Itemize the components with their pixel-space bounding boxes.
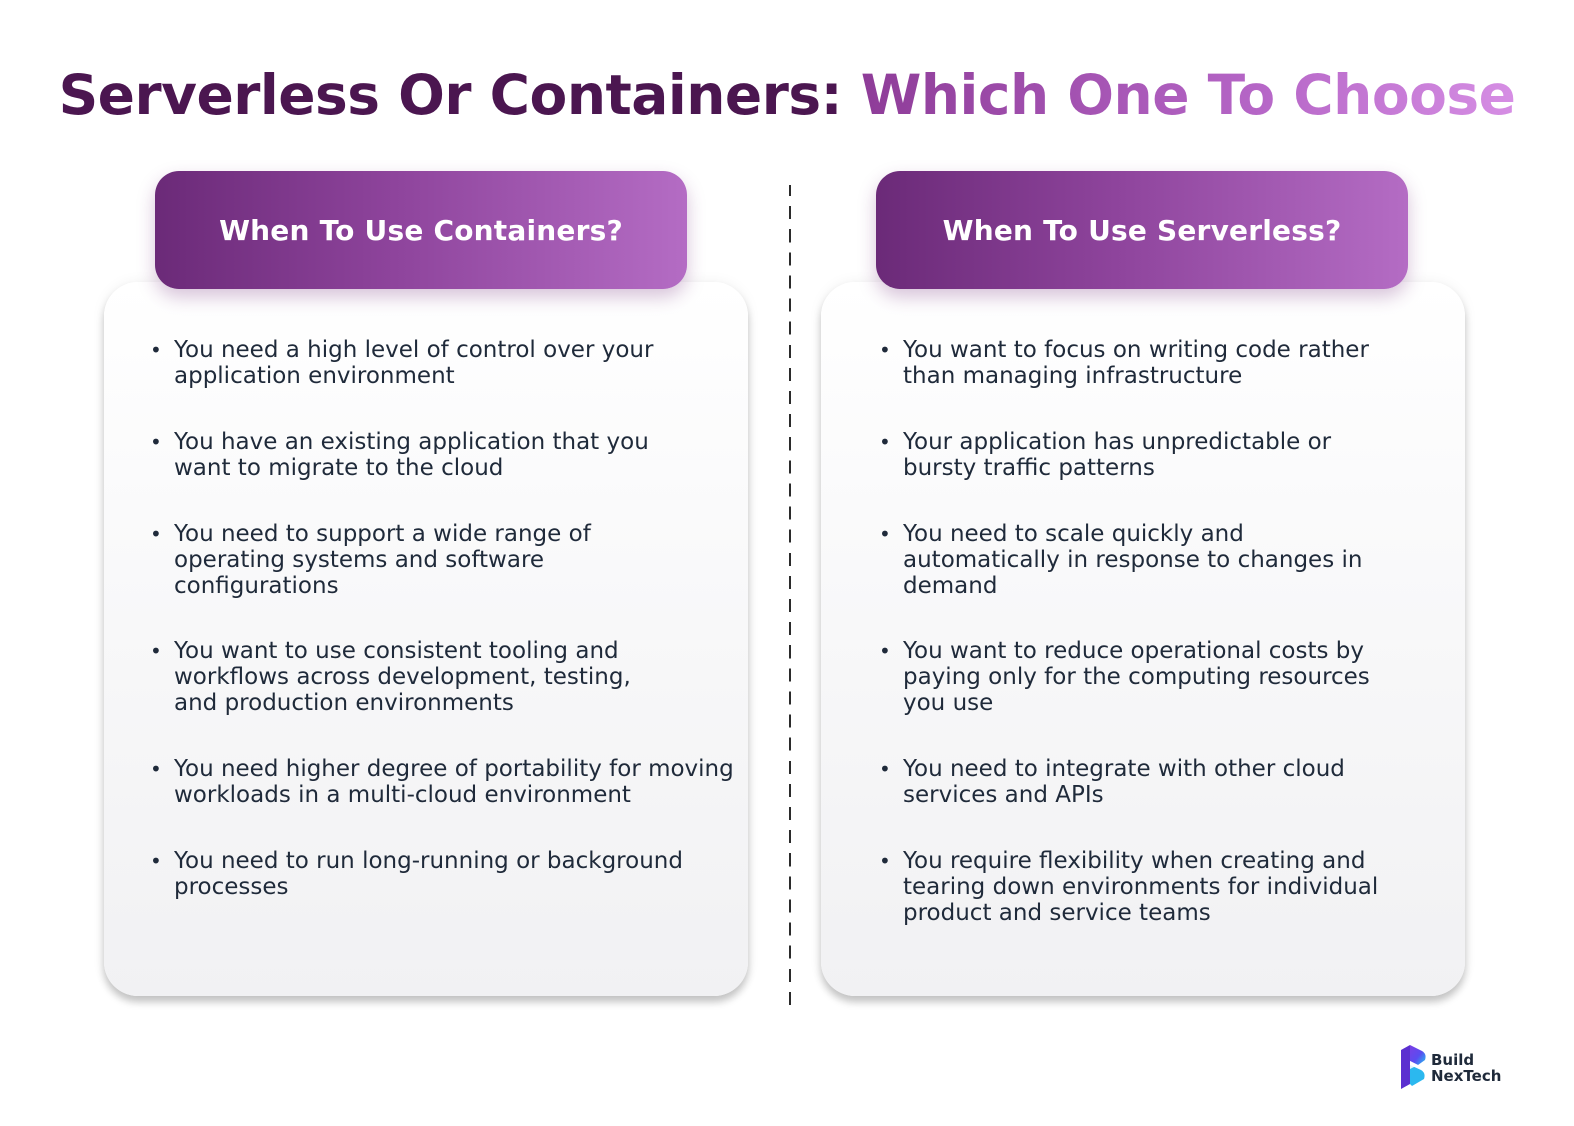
bullet-icon: • [150, 757, 162, 781]
containers-heading: When To Use Containers? [155, 171, 687, 289]
bullet-icon: • [879, 849, 891, 873]
brand-logo [1398, 1044, 1508, 1090]
brand-name [1431, 1052, 1501, 1084]
bullet-icon: • [150, 430, 162, 454]
list-item-text: You have an existing application that you want to migrate to the cloud [174, 429, 649, 481]
bullet-icon: • [150, 849, 162, 873]
list-item-text: You need to integrate with other cloud services and APIs [903, 756, 1345, 808]
list-item-text: You need to run long-running or background processes [174, 848, 683, 900]
list-item-text: You want to reduce operational costs by paying only for the computing resources you use [903, 638, 1370, 716]
list-item [148, 756, 734, 808]
list-item [877, 521, 1403, 599]
list-item [148, 848, 734, 900]
list-item-text: You want to focus on writing code rather than managing infrastructure [903, 337, 1369, 389]
list-item [877, 638, 1403, 716]
list-item-text: You need to support a wide range of operating systems and software configurations [174, 521, 591, 599]
bullet-icon: • [879, 338, 891, 362]
dashed-divider [789, 185, 791, 1013]
bullet-icon: • [150, 522, 162, 546]
list-item-text: You require flexibility when creating and tearing down environments for individual product and service teams [903, 848, 1379, 926]
brand-line-1: Build [1431, 1051, 1475, 1069]
title-part-2: Which One To Choose [860, 63, 1516, 127]
bullet-icon: • [879, 430, 891, 454]
list-item-text: You need to scale quickly and automatically in response to changes in demand [903, 521, 1363, 599]
bullet-icon: • [879, 522, 891, 546]
list-item-text: Your application has unpredictable or bursty traffic patterns [903, 429, 1332, 481]
build-nextech-logo-icon [1398, 1044, 1428, 1090]
list-item [877, 429, 1383, 481]
list-item-text: You want to use consistent tooling and workflows across development, testing, and production environments [174, 638, 631, 716]
list-item [148, 638, 664, 716]
list-item [877, 756, 1383, 808]
bullet-icon: • [879, 639, 891, 663]
list-item [148, 429, 694, 481]
brand-line-2: NexTech [1431, 1067, 1502, 1085]
bullet-icon: • [150, 338, 162, 362]
list-item-text: You need a high level of control over your application environment [174, 337, 654, 389]
page-title [0, 62, 1574, 128]
bullet-icon: • [150, 639, 162, 663]
bullet-icon: • [879, 757, 891, 781]
list-item-text: You need higher degree of portability for moving workloads in a multi-cloud environment [174, 756, 734, 808]
list-item [148, 337, 694, 389]
serverless-heading: When To Use Serverless? [876, 171, 1408, 289]
list-item [148, 521, 644, 599]
title-part-1: Serverless Or Containers: [58, 63, 843, 127]
list-item [877, 848, 1413, 926]
list-item [877, 337, 1403, 389]
